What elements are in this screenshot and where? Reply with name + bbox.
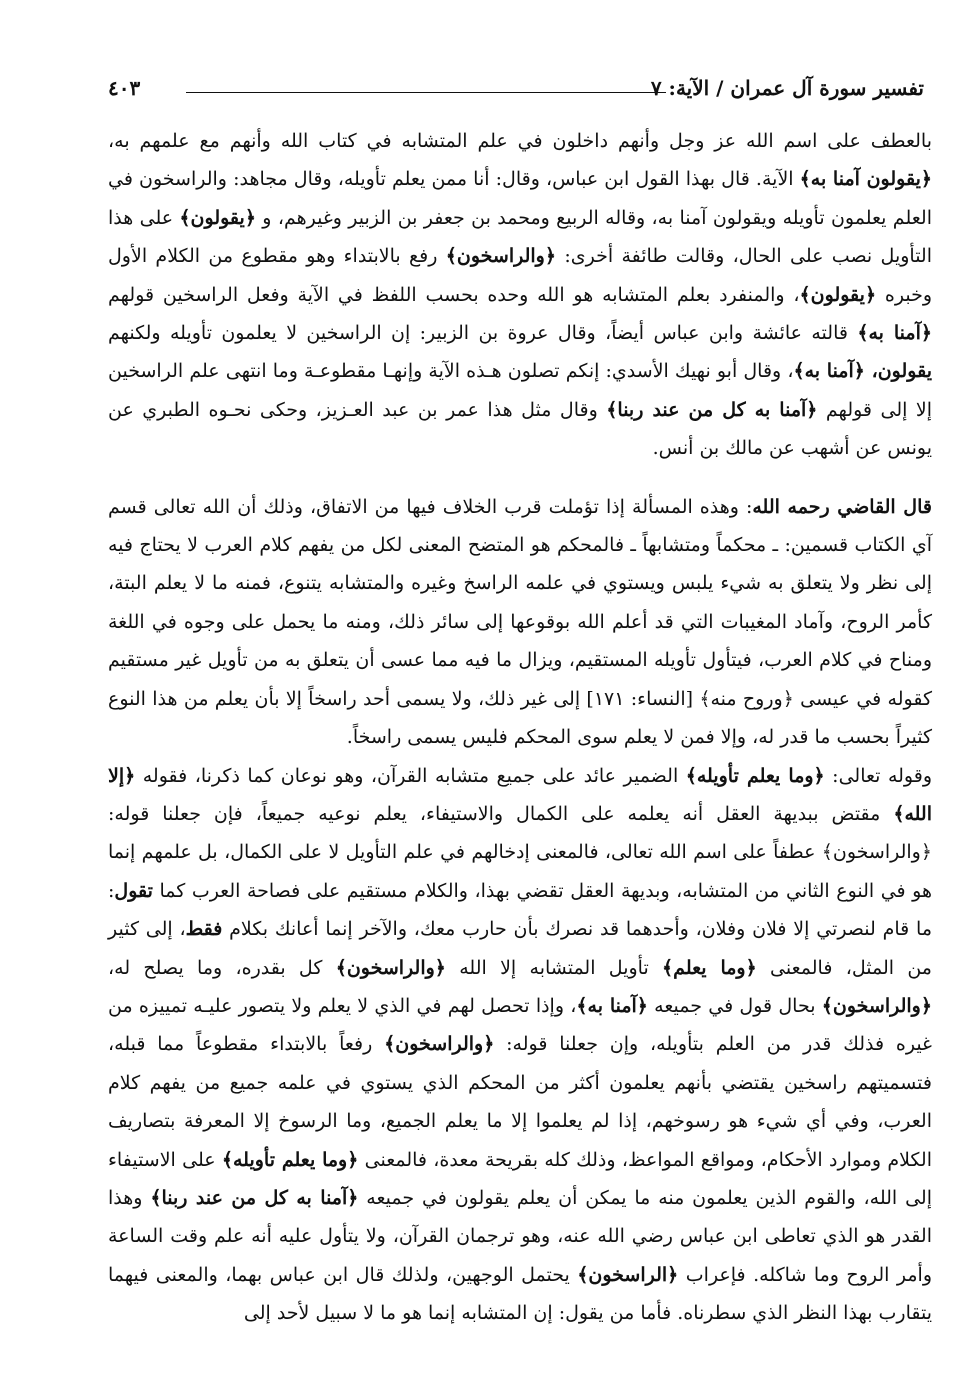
paragraph <box>108 488 932 757</box>
text-segment: تأويل المتشابه إلا الله <box>445 956 663 979</box>
bold-text-segment: ﴿يقولون آمنا به﴾ <box>799 168 932 191</box>
text-segment: ، وقال أبو نهيك الأسدي: إنكم تصلون هـذه الآية وإنهـا مقطوعـة وما انتهى علم الراسخين إلا إلى قولهم <box>108 360 932 421</box>
bold-text-segment: ﴿آمنا به﴾ <box>857 322 932 345</box>
bold-text-segment: ﴿إلا الله﴾ <box>108 764 932 825</box>
running-title: تفسير سورة آل عمران / الآية: ٧ <box>650 76 924 100</box>
text-segment: قالته عائشة وابن عباس أيضاً، وقال عروة بن الزبير: إن الراسخين لا يعلمون تأويله ولكنهم <box>108 322 858 345</box>
bold-text-segment: ﴿الراسخون﴾ <box>577 1263 679 1286</box>
body-text <box>108 122 932 1333</box>
text-segment: يحتمل الوجهين، ولذلك قال ابن عباس بهما، والمعنى فيهما يتقارب بهذا النظر الذي سطرناه. فأما من يقول: إن المتشابه إنما هو ما لا سبيل لأحد إلى <box>108 1263 932 1325</box>
bold-text-segment: ﴿آمنا به﴾ <box>576 994 648 1017</box>
paragraph <box>108 757 932 1333</box>
bold-text-segment: فقط <box>185 918 223 941</box>
running-header <box>108 72 924 106</box>
text-segment: ، والمنفرد بعلم المتشابه هو الله وحده بحسب اللفظ في الآية وفعل الراسخين قولهم <box>108 283 800 306</box>
bold-text-segment: ﴿يقولون﴾ <box>179 206 256 229</box>
bold-text-segment: تقول <box>114 879 153 902</box>
bold-text-segment: ﴿والراسخون﴾ <box>445 245 556 268</box>
bold-text-segment: ﴿يقولون﴾ <box>799 283 877 306</box>
text-segment: على الاستيفاء إلى الله، والقوم الذين يعلمون منه ما يمكن أن يعلم يقولون في جميعه <box>108 1148 932 1209</box>
text-segment: وقال مثل هذا عمر بن عبد العـزيز، وحكى نحـوه الطبري عن يونس عن أشهب عن مالك بن أنس. <box>108 398 932 460</box>
bold-text-segment: ﴿آمنا به كل من عند ربنا﴾ <box>150 1186 359 1209</box>
text-segment: الضمير عائد على جميع متشابه القرآن، وهو نوعان كما ذكرنا، فقوله <box>135 764 686 787</box>
text-segment: وقوله تعالى: <box>824 764 932 787</box>
text-segment: رفعاً بالابتداء مقطوعاً مما قبله، فتسميتهم راسخين يقتضي بأنهم يعلمون أكثر من المحكم الذي يستوي في علمه جميع من يفهم كلام العرب، وفي أي شيء هو رسوخهم، إذا لم يعلموا إلا ما يعلم الجميع، وما الرسوخ إلا المعرفة بتصاريف الكلام وموارد الأحكام، ومواقع المواعظ، وذلك كله بقريحة معدة، فالمعنى <box>108 1033 932 1171</box>
text-segment: كل بقدره، وما يصلح له، <box>108 956 336 979</box>
bold-text-segment: قال القاضي رحمه الله <box>752 495 932 518</box>
bold-text-segment: يقولون، ﴿آمنا به﴾ <box>793 360 932 383</box>
bold-text-segment: ﴿والراسخون﴾ <box>335 956 446 979</box>
text-segment: بحال قول في جميعه <box>647 994 822 1017</box>
text-segment: ، إلى كثير من المثل، فالمعنى <box>108 918 932 979</box>
text-segment: على هذا التأويل نصب على الحال، وقالت طائفة أخرى: <box>108 206 932 268</box>
page-number: ٤٠٣ <box>108 76 141 100</box>
text-segment: : وهذه المسألة إذا تؤملت قرب الخلاف فيها من الاتفاق، وذلك أن الله تعالى قسم آي الكتاب قسمين: ـ محكماً ومتشابهاً ـ فالمحكم هو المتضح المعنى لكل من يفهم كلام العرب لا يحتاج فيه إلى نظر ولا يتعلق به شيء يلبس ويستوي في علمه الراسخ وغيره والمتشابه يتنوع، فمنه ما لا يعلم البتة، كأمر الروح، وآماد المغيبات التي قد أعلم الله بوقوعها إلى سائر ذلك، ومنه ما يحمل على وجوه في اللغة ومناح في كلام العرب، فيتأول تأويله المستقيم، ويزال ما فيه مما عسى أن يتعلق به من تأويل غير مستقيم كقوله في عيسى ﴿وروح منه﴾ [النساء: ١٧١] إلى غير ذلك، ولا يسمى أحد راسخاً إلا بأن يعلم من هذا النوع كثيراً بحسب ما قدر له، وإلا فمن لا يعلم سوى المحكم فليس يسمى راسخاً. <box>108 495 932 749</box>
text-segment: ، وإذا تحصل لهم في الذي لا يعلم ولا يتصور عليـه تمييزه من غيره فذلك قدر من العلم بتأويله، وإن جعلنا قوله: <box>108 994 932 1056</box>
text-segment: مقتض ببديهة العقل أنه يعلمه على الكمال والاستيفاء، يعلم نوعيه جميعاً، فإن جعلنا قوله: ﴿والراسخون﴾ عطفاً على اسم الله تعالى، فالمعنى إدخالهم في علم التأويل لا على الكمال، بل علمهم إنما هو في النوع الثاني من المتشابه، وبديهة العقل تقضي بهذا، والكلام مستقيم على فصاحة العرب كما <box>108 802 932 902</box>
bold-text-segment: ﴿والراسخون﴾ <box>821 994 932 1017</box>
text-segment: : ما قام لنصرتي إلا فلان وفلان، وأحدهما قد نصرك بأن حارب معك، والآخر إنما أعانك بكلام <box>108 879 932 941</box>
bold-text-segment: ﴿آمنا به كل من عند ربنا﴾ <box>606 398 818 421</box>
bold-text-segment: ﴿وما يعلم تأويله﴾ <box>221 1148 359 1171</box>
text-segment: وهذا القدر هو الذي تعاطى ابن عباس رضي الله عنه، وهو ترجمان القرآن، ولا يتأول عليه أنه علم وقت الساعة وأمر الروح وما شاكله. فإعراب <box>108 1186 932 1286</box>
bold-text-segment: ﴿وما يعلم تأويله﴾ <box>685 764 825 787</box>
text-segment: رفع بالابتداء وهو مقطوع من الكلام الأول وخبره <box>108 245 932 306</box>
bold-text-segment: ﴿والراسخون﴾ <box>384 1033 495 1056</box>
text-segment: الآية. قال بهذا القول ابن عباس، وقال: أنا ممن يعلم تأويله، وقال مجاهد: والراسخون في العلم يعلمون تأويله ويقولون آمنا به، وقاله الربيع ومحمد بن جعفر بن الزبير وغيرهم، و <box>108 168 932 229</box>
bold-text-segment: ﴿وما يعلم﴾ <box>662 956 757 979</box>
header-rule <box>186 92 666 93</box>
text-segment: بالعطف على اسم الله عز وجل وأنهم داخلون في علم المتشابه في كتاب الله وأنهم مع علمهم به، <box>108 130 932 152</box>
paragraph <box>108 122 932 468</box>
